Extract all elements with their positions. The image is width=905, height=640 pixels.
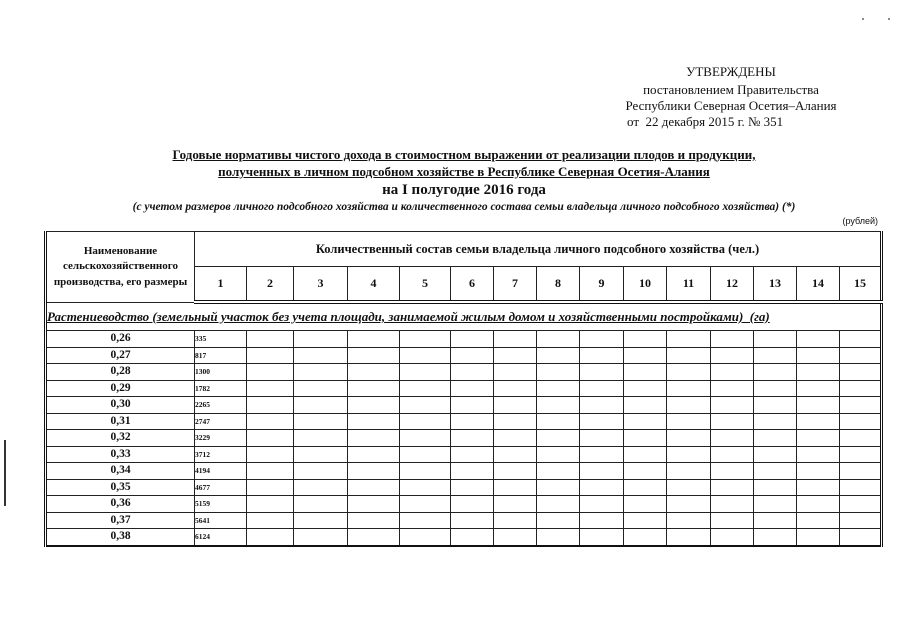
- empty-value-cell: [294, 463, 348, 480]
- empty-value-cell: [840, 496, 882, 513]
- empty-value-cell: [797, 479, 840, 496]
- empty-value-cell: [667, 463, 711, 480]
- table-row: [46, 529, 882, 546]
- empty-value-cell: [797, 430, 840, 447]
- empty-value-cell: [711, 331, 754, 348]
- empty-value-cell: [711, 430, 754, 447]
- empty-value-cell: [754, 380, 797, 397]
- empty-value-cell: [797, 380, 840, 397]
- plot-size-cell: 0,38: [46, 529, 195, 546]
- income-norms-table: [44, 231, 883, 547]
- empty-value-cell: [537, 446, 580, 463]
- empty-value-cell: [400, 463, 451, 480]
- column-number-8: 8: [537, 267, 580, 303]
- empty-value-cell: [247, 430, 294, 447]
- empty-value-cell: [294, 430, 348, 447]
- scan-speck: [888, 18, 890, 20]
- empty-value-cell: [247, 446, 294, 463]
- empty-value-cell: [711, 529, 754, 546]
- empty-value-cell: [624, 397, 667, 414]
- approval-line: постановлением Правительства: [643, 82, 819, 97]
- empty-value-cell: [840, 331, 882, 348]
- empty-value-cell: [580, 479, 624, 496]
- empty-value-cell: [580, 496, 624, 513]
- income-value-cell: 4677: [195, 479, 247, 496]
- empty-value-cell: [451, 430, 494, 447]
- empty-value-cell: [451, 347, 494, 364]
- empty-value-cell: [797, 446, 840, 463]
- empty-value-cell: [494, 413, 537, 430]
- empty-value-cell: [711, 446, 754, 463]
- empty-value-cell: [451, 463, 494, 480]
- empty-value-cell: [400, 430, 451, 447]
- empty-value-cell: [294, 413, 348, 430]
- empty-value-cell: [537, 380, 580, 397]
- column-number-5: 5: [400, 267, 451, 303]
- column-number-15: 15: [840, 267, 882, 303]
- table-row: [46, 397, 882, 414]
- empty-value-cell: [797, 512, 840, 529]
- empty-value-cell: [247, 380, 294, 397]
- empty-value-cell: [348, 446, 400, 463]
- empty-value-cell: [711, 380, 754, 397]
- empty-value-cell: [797, 331, 840, 348]
- empty-value-cell: [451, 380, 494, 397]
- empty-value-cell: [348, 512, 400, 529]
- empty-value-cell: [494, 512, 537, 529]
- column-number-1: 1: [195, 267, 247, 303]
- unit-label: (рублей): [842, 216, 878, 226]
- plot-size-cell: 0,27: [46, 347, 195, 364]
- empty-value-cell: [667, 380, 711, 397]
- empty-value-cell: [537, 479, 580, 496]
- empty-value-cell: [711, 496, 754, 513]
- empty-value-cell: [348, 529, 400, 546]
- empty-value-cell: [494, 430, 537, 447]
- empty-value-cell: [797, 347, 840, 364]
- income-value-cell: 1782: [195, 380, 247, 397]
- empty-value-cell: [667, 364, 711, 381]
- section-row: [46, 302, 882, 331]
- approval-date-line: от 22 декабря 2015 г. № 351: [627, 114, 784, 129]
- empty-value-cell: [348, 397, 400, 414]
- empty-value-cell: [537, 512, 580, 529]
- income-value-cell: 817: [195, 347, 247, 364]
- empty-value-cell: [451, 512, 494, 529]
- plot-size-cell: 0,31: [46, 413, 195, 430]
- empty-value-cell: [624, 430, 667, 447]
- empty-value-cell: [624, 347, 667, 364]
- empty-value-cell: [711, 364, 754, 381]
- approval-block: [611, 64, 851, 130]
- column-number-10: 10: [624, 267, 667, 303]
- empty-value-cell: [537, 413, 580, 430]
- empty-value-cell: [840, 529, 882, 546]
- income-value-cell: 5159: [195, 496, 247, 513]
- empty-value-cell: [294, 479, 348, 496]
- empty-value-cell: [294, 397, 348, 414]
- document-title-block: [40, 146, 888, 215]
- empty-value-cell: [451, 529, 494, 546]
- column-number-13: 13: [754, 267, 797, 303]
- empty-value-cell: [797, 529, 840, 546]
- column-number-4: 4: [348, 267, 400, 303]
- empty-value-cell: [754, 347, 797, 364]
- plot-size-cell: 0,37: [46, 512, 195, 529]
- empty-value-cell: [247, 512, 294, 529]
- empty-value-cell: [840, 479, 882, 496]
- section-title: Растениеводство (земельный участок без учета площади, занимаемой жилым домом и хозяйственными постройками) (га): [46, 302, 882, 331]
- empty-value-cell: [400, 496, 451, 513]
- empty-value-cell: [754, 397, 797, 414]
- column-number-3: 3: [294, 267, 348, 303]
- empty-value-cell: [580, 397, 624, 414]
- empty-value-cell: [580, 380, 624, 397]
- empty-value-cell: [537, 463, 580, 480]
- empty-value-cell: [294, 380, 348, 397]
- empty-value-cell: [580, 446, 624, 463]
- empty-value-cell: [667, 496, 711, 513]
- column-number-7: 7: [494, 267, 537, 303]
- empty-value-cell: [400, 529, 451, 546]
- empty-value-cell: [580, 463, 624, 480]
- empty-value-cell: [667, 512, 711, 529]
- column-number-2: 2: [247, 267, 294, 303]
- empty-value-cell: [580, 430, 624, 447]
- empty-value-cell: [247, 347, 294, 364]
- empty-value-cell: [537, 347, 580, 364]
- empty-value-cell: [840, 397, 882, 414]
- empty-value-cell: [494, 380, 537, 397]
- plot-size-cell: 0,34: [46, 463, 195, 480]
- empty-value-cell: [247, 364, 294, 381]
- empty-value-cell: [348, 364, 400, 381]
- header-row: [46, 232, 882, 267]
- empty-value-cell: [400, 397, 451, 414]
- empty-value-cell: [294, 446, 348, 463]
- empty-value-cell: [580, 364, 624, 381]
- empty-value-cell: [494, 529, 537, 546]
- empty-value-cell: [400, 347, 451, 364]
- empty-value-cell: [667, 347, 711, 364]
- empty-value-cell: [294, 331, 348, 348]
- plot-size-cell: 0,36: [46, 496, 195, 513]
- document-title-line-1: Годовые нормативы чистого дохода в стоимостном выражении от реализации плодов и продукции,: [172, 147, 756, 162]
- empty-value-cell: [624, 479, 667, 496]
- empty-value-cell: [494, 364, 537, 381]
- empty-value-cell: [348, 430, 400, 447]
- income-value-cell: 335: [195, 331, 247, 348]
- empty-value-cell: [494, 496, 537, 513]
- empty-value-cell: [451, 413, 494, 430]
- empty-value-cell: [624, 380, 667, 397]
- empty-value-cell: [400, 512, 451, 529]
- empty-value-cell: [247, 529, 294, 546]
- empty-value-cell: [294, 529, 348, 546]
- table-row: [46, 463, 882, 480]
- empty-value-cell: [797, 463, 840, 480]
- plot-size-cell: 0,26: [46, 331, 195, 348]
- row-header-line: Наименование: [83, 244, 158, 257]
- empty-value-cell: [840, 430, 882, 447]
- empty-value-cell: [294, 347, 348, 364]
- empty-value-cell: [580, 413, 624, 430]
- empty-value-cell: [537, 364, 580, 381]
- scan-speck: [862, 18, 864, 20]
- empty-value-cell: [451, 496, 494, 513]
- income-value-cell: 5641: [195, 512, 247, 529]
- empty-value-cell: [754, 331, 797, 348]
- empty-value-cell: [247, 463, 294, 480]
- document-title-line-2: полученных в личном подсобном хозяйстве в Республике Северная Осетия-Алания: [218, 164, 710, 179]
- empty-value-cell: [754, 512, 797, 529]
- row-header-cell: [46, 232, 195, 303]
- plot-size-cell: 0,35: [46, 479, 195, 496]
- empty-value-cell: [348, 413, 400, 430]
- empty-value-cell: [667, 413, 711, 430]
- empty-value-cell: [247, 479, 294, 496]
- empty-value-cell: [348, 331, 400, 348]
- empty-value-cell: [580, 347, 624, 364]
- table-row: [46, 479, 882, 496]
- family-size-group-header: Количественный состав семьи владельца личного подсобного хозяйства (чел.): [195, 232, 882, 267]
- empty-value-cell: [797, 413, 840, 430]
- table-row: [46, 380, 882, 397]
- empty-value-cell: [840, 347, 882, 364]
- plot-size-cell: 0,29: [46, 380, 195, 397]
- empty-value-cell: [667, 397, 711, 414]
- empty-value-cell: [754, 496, 797, 513]
- column-number-9: 9: [580, 267, 624, 303]
- income-value-cell: 6124: [195, 529, 247, 546]
- empty-value-cell: [711, 479, 754, 496]
- empty-value-cell: [400, 413, 451, 430]
- empty-value-cell: [451, 364, 494, 381]
- empty-value-cell: [580, 529, 624, 546]
- empty-value-cell: [667, 446, 711, 463]
- column-number-11: 11: [667, 267, 711, 303]
- empty-value-cell: [494, 463, 537, 480]
- empty-value-cell: [247, 496, 294, 513]
- empty-value-cell: [754, 430, 797, 447]
- document-note: (с учетом размеров личного подсобного хозяйства и количественного состава семьи владельца личного подсобного хозяйства) (*): [132, 201, 796, 213]
- empty-value-cell: [294, 496, 348, 513]
- table-row: [46, 364, 882, 381]
- scan-edge-line: [4, 440, 6, 506]
- empty-value-cell: [667, 479, 711, 496]
- plot-size-cell: 0,28: [46, 364, 195, 381]
- empty-value-cell: [840, 380, 882, 397]
- empty-value-cell: [667, 430, 711, 447]
- empty-value-cell: [797, 397, 840, 414]
- empty-value-cell: [247, 397, 294, 414]
- table-row: [46, 446, 882, 463]
- empty-value-cell: [624, 463, 667, 480]
- income-value-cell: 1300: [195, 364, 247, 381]
- table-row: [46, 496, 882, 513]
- income-value-cell: 3712: [195, 446, 247, 463]
- table-row: [46, 413, 882, 430]
- empty-value-cell: [247, 413, 294, 430]
- plot-size-cell: 0,30: [46, 397, 195, 414]
- empty-value-cell: [840, 446, 882, 463]
- row-header-line: сельскохозяйственного: [63, 260, 178, 272]
- empty-value-cell: [840, 364, 882, 381]
- empty-value-cell: [451, 397, 494, 414]
- empty-value-cell: [400, 380, 451, 397]
- empty-value-cell: [494, 347, 537, 364]
- empty-value-cell: [451, 479, 494, 496]
- approval-heading: УТВЕРЖДЕНЫ: [686, 64, 776, 79]
- income-value-cell: 2265: [195, 397, 247, 414]
- empty-value-cell: [797, 496, 840, 513]
- empty-value-cell: [711, 512, 754, 529]
- empty-value-cell: [754, 479, 797, 496]
- approval-line: Республики Северная Осетия–Алания: [625, 98, 837, 113]
- table-row: [46, 331, 882, 348]
- empty-value-cell: [494, 331, 537, 348]
- empty-value-cell: [451, 446, 494, 463]
- empty-value-cell: [624, 446, 667, 463]
- empty-value-cell: [537, 496, 580, 513]
- column-number-14: 14: [797, 267, 840, 303]
- empty-value-cell: [840, 463, 882, 480]
- empty-value-cell: [624, 529, 667, 546]
- document-period: на I полугодие 2016 года: [382, 182, 546, 198]
- table-body: [46, 331, 882, 546]
- empty-value-cell: [840, 413, 882, 430]
- table-row: [46, 430, 882, 447]
- empty-value-cell: [294, 512, 348, 529]
- row-header-line: производства, его размеры: [53, 275, 188, 288]
- empty-value-cell: [711, 347, 754, 364]
- income-value-cell: 4194: [195, 463, 247, 480]
- empty-value-cell: [754, 413, 797, 430]
- empty-value-cell: [451, 331, 494, 348]
- empty-value-cell: [754, 446, 797, 463]
- empty-value-cell: [580, 512, 624, 529]
- empty-value-cell: [400, 446, 451, 463]
- empty-value-cell: [494, 397, 537, 414]
- empty-value-cell: [348, 347, 400, 364]
- column-number-6: 6: [451, 267, 494, 303]
- empty-value-cell: [580, 331, 624, 348]
- empty-value-cell: [711, 463, 754, 480]
- table-row: [46, 347, 882, 364]
- empty-value-cell: [754, 463, 797, 480]
- empty-value-cell: [400, 331, 451, 348]
- empty-value-cell: [537, 331, 580, 348]
- plot-size-cell: 0,32: [46, 430, 195, 447]
- empty-value-cell: [494, 479, 537, 496]
- empty-value-cell: [537, 430, 580, 447]
- empty-value-cell: [711, 397, 754, 414]
- empty-value-cell: [494, 446, 537, 463]
- empty-value-cell: [797, 364, 840, 381]
- empty-value-cell: [624, 496, 667, 513]
- empty-value-cell: [754, 364, 797, 381]
- empty-value-cell: [754, 529, 797, 546]
- empty-value-cell: [348, 380, 400, 397]
- empty-value-cell: [400, 364, 451, 381]
- empty-value-cell: [400, 479, 451, 496]
- plot-size-cell: 0,33: [46, 446, 195, 463]
- empty-value-cell: [348, 463, 400, 480]
- empty-value-cell: [247, 331, 294, 348]
- empty-value-cell: [537, 529, 580, 546]
- empty-value-cell: [624, 512, 667, 529]
- empty-value-cell: [667, 331, 711, 348]
- column-number-12: 12: [711, 267, 754, 303]
- table-row: [46, 512, 882, 529]
- empty-value-cell: [294, 364, 348, 381]
- income-value-cell: 2747: [195, 413, 247, 430]
- empty-value-cell: [667, 529, 711, 546]
- empty-value-cell: [624, 364, 667, 381]
- empty-value-cell: [711, 413, 754, 430]
- empty-value-cell: [348, 496, 400, 513]
- empty-value-cell: [537, 397, 580, 414]
- empty-value-cell: [624, 413, 667, 430]
- income-value-cell: 3229: [195, 430, 247, 447]
- empty-value-cell: [840, 512, 882, 529]
- empty-value-cell: [348, 479, 400, 496]
- empty-value-cell: [624, 331, 667, 348]
